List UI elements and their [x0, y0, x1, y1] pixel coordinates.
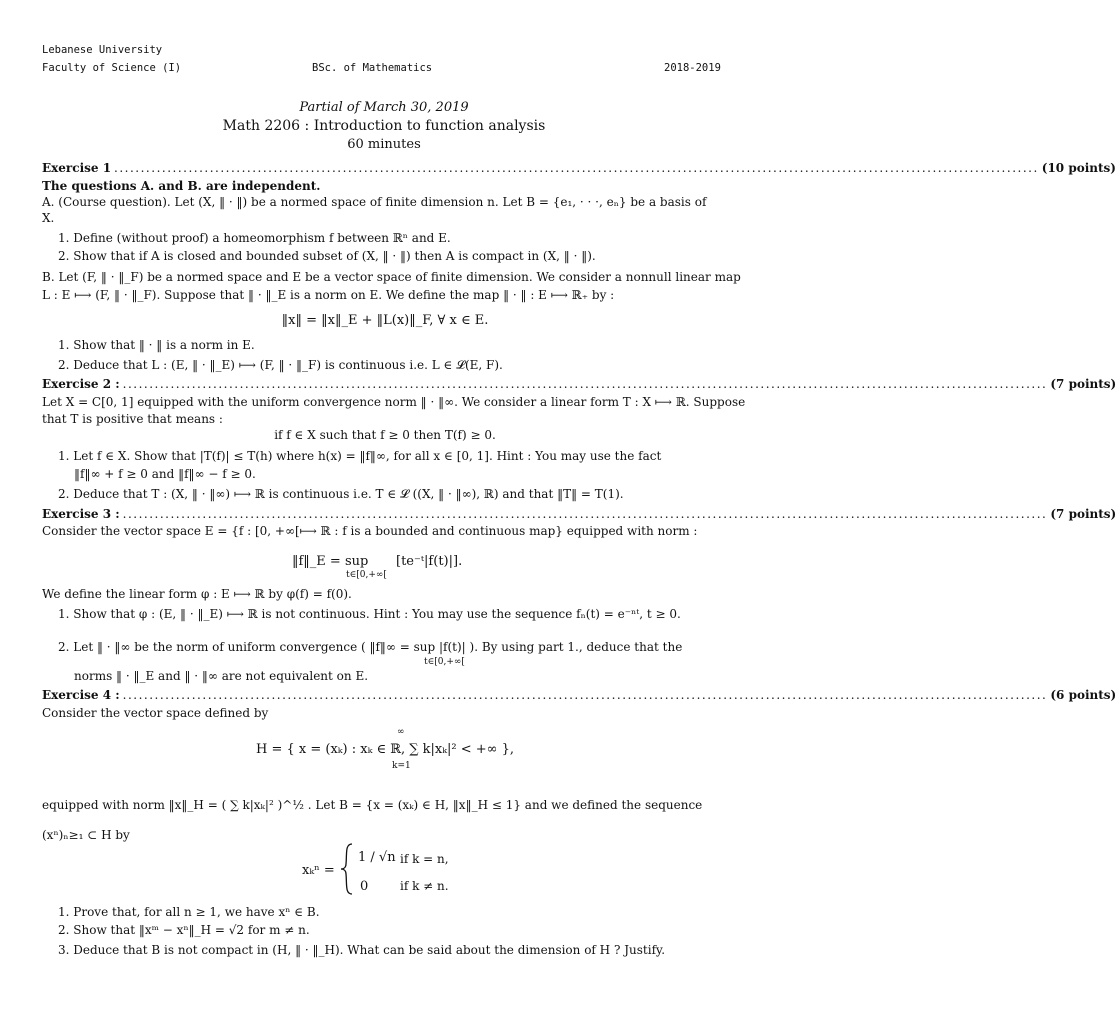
header-year: 2018-2019 [664, 62, 721, 74]
exercise1-partB-equation: ‖x‖ = ‖x‖_E + ‖L(x)‖_F, ∀ x ∈ E. [281, 313, 489, 328]
exercise4-case1-val: 1 / √n [358, 850, 396, 865]
exercise4-label: Exercise 4 : [42, 688, 120, 702]
exercise1-partA-line2: X. [42, 211, 55, 225]
exercise2-intro-line2: that T is positive that means : [42, 412, 223, 426]
exercise4-case2-cond: if k ≠ n. [400, 879, 449, 893]
exercise4-points: (6 points) [1050, 688, 1116, 702]
exercise3-eq-rhs: [te⁻ᵗ|f(t)|]. [396, 554, 463, 569]
exercise4-q2: 2. Show that ‖xᵐ − xⁿ‖_H = √2 for m ≠ n. [58, 923, 310, 937]
exercise1-partB-line2: L : E ⟼ (F, ‖ · ‖_F). Suppose that ‖ · ‖_E is a norm on E. We define the map ‖ · ‖ : E ⟼ ℝ₊ by : [42, 288, 615, 302]
exercise4-seq-line: (xⁿ)ₙ≥₁ ⊂ H by [42, 828, 130, 842]
exercise4-sum-bot: k=1 [392, 761, 411, 771]
exercise4-eq-H: H = { x = (xₖ) : xₖ ∈ ℝ, ∑ k|xₖ|² < +∞ }, [255, 742, 515, 757]
exercise3-dots: .............................................................................................................................................................................. [122, 507, 1048, 521]
exercise3-label: Exercise 3 : [42, 507, 120, 521]
exercise4-seq-lhs: xₖⁿ = [302, 863, 335, 878]
exercise2-heading [42, 376, 1116, 392]
exam-title: Math 2206 : Introduction to function analysis [222, 118, 546, 134]
exercise1-intro: The questions A. and B. are independent. [42, 179, 321, 193]
exam-subtitle: Partial of March 30, 2019 [299, 100, 469, 115]
header-university: Lebanese University [42, 44, 163, 56]
exercise4-heading [42, 687, 1116, 703]
exercise1-a1: 1. Define (without proof) a homeomorphism f between ℝⁿ and E. [58, 231, 451, 245]
exercise2-label: Exercise 2 : [42, 377, 120, 391]
exercise2-q1-line2: ‖f‖∞ + f ≥ 0 and ‖f‖∞ − f ≥ 0. [74, 467, 256, 481]
exercise2-q2: 2. Deduce that T : (X, ‖ · ‖∞) ⟼ ℝ is continuous i.e. T ∈ 𝓛 ((X, ‖ · ‖∞), ℝ) and that ‖T‖ = T(1). [58, 487, 624, 501]
exam-duration: 60 minutes [347, 137, 421, 152]
exercise2-points: (7 points) [1050, 377, 1116, 391]
exercise1-a2: 2. Show that if A is closed and bounded subset of (X, ‖ · ‖) then A is compact in (X, ‖ · ‖). [58, 249, 596, 263]
exercise2-q1-line1: 1. Let f ∈ X. Show that |T(f)| ≤ T(h) where h(x) = ‖f‖∞, for all x ∈ [0, 1]. Hint : You may use the fact [58, 449, 662, 463]
exercise1-heading [42, 160, 1116, 176]
exercise4-sum-top: ∞ [397, 727, 405, 737]
exercise2-equation: if f ∈ X such that f ≥ 0 then T(f) ≥ 0. [274, 428, 496, 442]
exercise2-dots: .............................................................................................................................................................................. [122, 377, 1048, 391]
exercise4-case2-val: 0 [360, 879, 369, 894]
exercise2-intro-line1: Let X = C[0, 1] equipped with the uniform convergence norm ‖ · ‖∞. We consider a linear form T : X ⟼ ℝ. Suppose [42, 395, 746, 409]
exercise3-def: We define the linear form φ : E ⟼ ℝ by φ(f) = f(0). [42, 587, 352, 601]
exercise4-norm-line: equipped with norm ‖x‖_H = ( ∑ k|xₖ|² )^½ . Let B = {x = (xₖ) ∈ H, ‖x‖_H ≤ 1} and we defined the sequence [42, 798, 703, 812]
exercise1-label: Exercise 1 [42, 161, 112, 175]
exercise4-seq-brace [340, 842, 354, 896]
exercise1-b2: 2. Deduce that L : (E, ‖ · ‖_E) ⟼ (F, ‖ · ‖_F) is continuous i.e. L ∈ 𝓛(E, F). [58, 358, 503, 372]
exercise3-q2-line1: 2. Let ‖ · ‖∞ be the norm of uniform convergence ( ‖f‖∞ = sup |f(t)| ). By using part 1., deduce that the [58, 640, 683, 654]
exercise3-eq-sub: t∈[0,+∞[ [346, 570, 387, 580]
exercise3-eq-lhs: ‖f‖_E = sup [292, 554, 369, 569]
exercise3-heading [42, 506, 1116, 522]
exercise3-intro: Consider the vector space E = {f : [0, +∞[⟼ ℝ : f is a bounded and continuous map} equipped with norm : [42, 524, 698, 538]
exercise4-dots: .............................................................................................................................................................................. [122, 688, 1048, 702]
header-program: BSc. of Mathematics [312, 62, 433, 74]
exercise1-partB-line1: B. Let (F, ‖ · ‖_F) be a normed space and E be a vector space of finite dimension. We consider a nonnull linear map [42, 270, 741, 284]
exercise4-q1: 1. Prove that, for all n ≥ 1, we have xⁿ ∈ B. [58, 905, 320, 919]
header-faculty: Faculty of Science (I) [42, 62, 182, 74]
exercise1-partA-line1: A. (Course question). Let (X, ‖ · ‖) be a normed space of finite dimension n. Let B = {e₁, · · ·, eₙ} be a basis of [42, 195, 707, 209]
exercise3-points: (7 points) [1050, 507, 1116, 521]
exercise1-b1: 1. Show that ‖ · ‖ is a norm in E. [58, 338, 255, 352]
exercise1-points: (10 points) [1041, 161, 1116, 175]
exercise3-q1: 1. Show that φ : (E, ‖ · ‖_E) ⟼ ℝ is not continuous. Hint : You may use the sequence fₙ(t) = e⁻ⁿᵗ, t ≥ 0. [58, 607, 681, 621]
exercise4-case1-cond: if k = n, [400, 852, 449, 866]
exercise3-q2-sub: t∈[0,+∞[ [424, 657, 465, 667]
exercise1-dots: .............................................................................................................................................................................. [114, 161, 1039, 175]
exercise3-q2-line2: norms ‖ · ‖_E and ‖ · ‖∞ are not equivalent on E. [74, 669, 369, 683]
exercise4-intro: Consider the vector space defined by [42, 706, 269, 720]
exercise4-q3: 3. Deduce that B is not compact in (H, ‖ · ‖_H). What can be said about the dimension of H ? Justify. [58, 943, 666, 957]
